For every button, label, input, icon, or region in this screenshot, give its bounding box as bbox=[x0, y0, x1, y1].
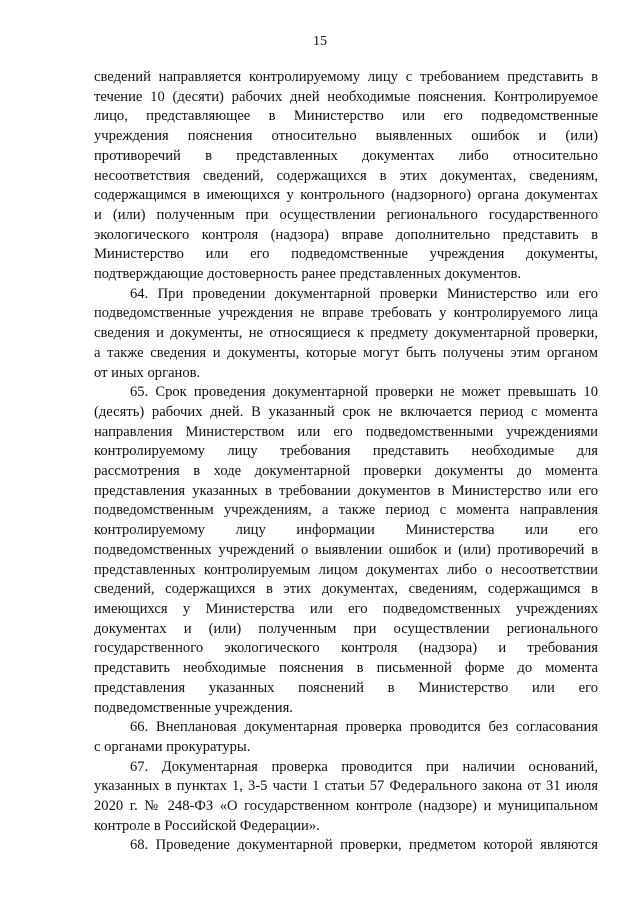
text-line: представления указанных в требовании документов в Министерство или его bbox=[94, 482, 598, 499]
text-line: подведомственных учреждений о выявлении ошибок и (или) противоречий в bbox=[94, 541, 598, 558]
text-line: 2020 г. № 248-ФЗ «О государственном контроле (надзоре) и муниципальном bbox=[94, 798, 598, 815]
text-line: подтверждающие достоверность ранее представленных документов. bbox=[94, 266, 521, 283]
text-line: и (или) полученным при осуществлении регионального государственного bbox=[94, 206, 598, 223]
text-line: учреждения пояснения относительно выявленных ошибок и (или) bbox=[94, 128, 598, 145]
text-line: 66. Внеплановая документарная проверка проводится без согласования bbox=[130, 719, 598, 736]
text-line: контроле в Российской Федерации». bbox=[94, 817, 320, 834]
text-line: подведомственные учреждения не вправе требовать у контролируемого лица bbox=[94, 305, 598, 322]
text-line: а также сведения и документы, которые могут быть получены этим органом bbox=[94, 344, 598, 361]
text-line: контролируемому лицу требования представить необходимые для bbox=[94, 443, 598, 460]
text-line: экологического контроля (надзора) вправе дополнительно представить в bbox=[94, 226, 598, 243]
text-line: подведомственным учреждениям, а также период с момента направления bbox=[94, 502, 598, 519]
text-line: Министерство или его подведомственные учреждения документы, bbox=[94, 246, 598, 263]
text-line: сведений направляется контролируемому лицу с требованием представить в bbox=[94, 69, 598, 85]
text-line: течение 10 (десяти) рабочих дней необходимые пояснения. Контролируемое bbox=[94, 88, 598, 105]
text-line: представления указанных пояснений в Министерство или его bbox=[94, 679, 598, 696]
text-line: 67. Документарная проверка проводится при наличии оснований, bbox=[130, 758, 598, 775]
text-line: сведения и документы, не относящиеся к предмету документарной проверки, bbox=[94, 325, 598, 342]
text-line: 68. Проведение документарной проверки, предметом которой являются bbox=[130, 837, 598, 854]
text-line: направления Министерством или его подведомственными учреждениями bbox=[94, 423, 598, 440]
text-line: документах и (или) полученным при осуществлении регионального bbox=[94, 620, 598, 637]
text-line: государственного экологического контроля (надзора) и требования bbox=[94, 640, 598, 657]
text-line: (десять) рабочих дней. В указанный срок не включается период с момента bbox=[94, 403, 598, 420]
text-line: рассмотрения в ходе документарной проверки документы до момента bbox=[94, 463, 598, 480]
text-line: содержащимся в имеющихся у контрольного (надзорного) органа документах bbox=[94, 187, 598, 204]
text-line: подведомственные учреждения. bbox=[94, 699, 293, 716]
text-line: противоречий в представленных документах либо относительно bbox=[94, 147, 598, 164]
text-line: 65. Срок проведения документарной проверки не может превышать 10 bbox=[130, 384, 598, 401]
text-line: сведений, содержащихся в этих документах, сведениям, содержащимся в bbox=[94, 581, 598, 598]
text-line: 64. При проведении документарной проверки Министерство или его bbox=[130, 285, 598, 302]
text-line: представленных контролируемым лицом документах либо о несоответствии bbox=[94, 561, 598, 578]
text-line: представить необходимые пояснения в письменной форме до момента bbox=[94, 660, 598, 677]
text-line: лицо, представляющее в Министерство или его подведомственные bbox=[94, 108, 598, 125]
text-line: имеющихся у Министерства или его подведомственных учреждениях bbox=[94, 600, 598, 617]
text-line: от иных органов. bbox=[94, 364, 201, 381]
text-line: указанных в пунктах 1, 3-5 части 1 статьи 57 Федерального закона от 31 июля bbox=[94, 778, 598, 795]
document-body bbox=[94, 68, 598, 856]
page-number: 15 bbox=[313, 34, 327, 49]
text-line: контролируемому лицу информации Министерства или его bbox=[94, 522, 598, 539]
text-line: несоответствия сведений, содержащихся в этих документах, сведениям, bbox=[94, 167, 598, 184]
text-line: с органами прокуратуры. bbox=[94, 738, 251, 755]
